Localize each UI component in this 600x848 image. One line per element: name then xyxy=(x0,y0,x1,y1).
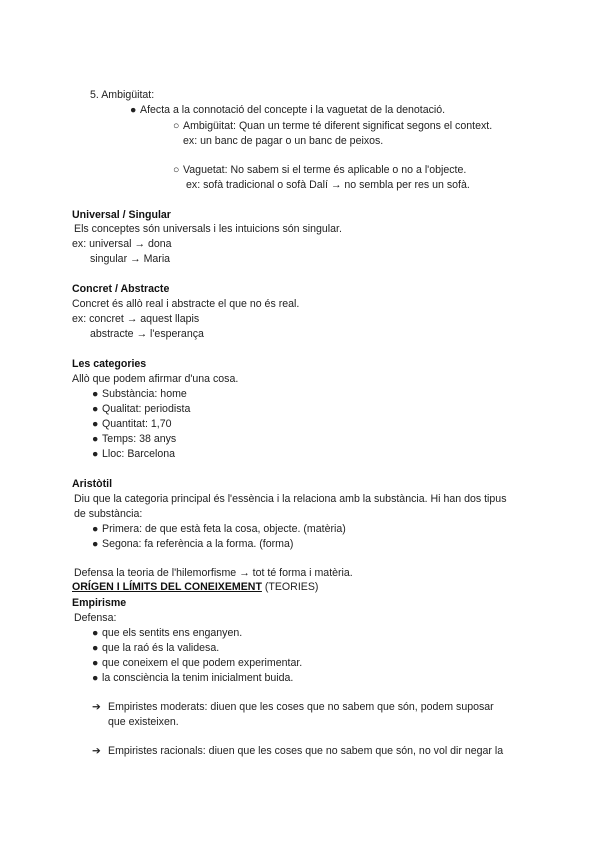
empirisme-defensa: Defensa: xyxy=(74,612,117,624)
concret-example-2: abstracte → l'esperança xyxy=(90,328,204,340)
list-item: ● Substància: home xyxy=(92,388,187,400)
list-item: ● Qualitat: periodista xyxy=(92,403,191,415)
bullet-dot-icon: ● xyxy=(92,523,99,535)
list-item: ● que la raó és la validesa. xyxy=(92,642,220,654)
bullet-connotacio xyxy=(130,104,445,117)
subbullet-text: Ambigüitat: Quan un terme té diferent significat segons el context. xyxy=(183,120,493,132)
categories-text: Allò que podem afirmar d'una cosa. xyxy=(72,373,239,385)
concret-text: Concret és allò real i abstracte el que no és real. xyxy=(72,298,300,310)
example-banc: ex: un banc de pagar o un banc de peixos. xyxy=(183,135,384,147)
bullet-dot-icon: ● xyxy=(92,433,99,445)
circle-bullet-icon: ○ xyxy=(173,164,180,176)
example-sofa: ex: sofà tradicional o sofà Dalí → no sembla per res un sofà. xyxy=(186,179,470,191)
bullet-dot-icon: ● xyxy=(92,403,99,415)
origen-title-suffix: (TEORIES) xyxy=(261,581,319,593)
bullet-text: Afecta a la connotació del concepte i la vaguetat de la denotació. xyxy=(140,104,446,116)
heading-empirisme: Empirisme xyxy=(72,597,127,609)
list-item: ● Temps: 38 anys xyxy=(92,433,177,445)
heading-universal-singular: Universal / Singular xyxy=(72,209,171,221)
arrow-item-moderats: ➔ Empiristes moderats: diuen que les coses que no sabem que són, podem suposar xyxy=(92,701,494,713)
universal-example-2: singular → Maria xyxy=(90,253,171,265)
aristotil-defensa: Defensa la teoria de l'hilemorfisme → tot té forma i matèria. xyxy=(74,567,353,579)
list-item: ● que els sentits ens enganyen. xyxy=(92,627,243,639)
arrow-item-racionals: ➔ Empiristes racionals: diuen que les coses que no sabem que són, no vol dir negar la xyxy=(92,745,504,757)
list-item: ● Primera: de que està feta la cosa, objecte. (matèria) xyxy=(92,523,346,535)
universal-text: Els conceptes són universals i les intuicions són singular. xyxy=(74,223,342,235)
bullet-dot-icon: ● xyxy=(92,418,99,430)
bullet-dot-icon: ● xyxy=(92,627,99,639)
circle-bullet-icon: ○ xyxy=(173,120,180,132)
list-item: ● la consciència la tenim inicialment buida. xyxy=(92,672,294,684)
bullet-dot-icon: ● xyxy=(92,448,99,460)
arrow-right-icon: ➔ xyxy=(92,745,101,757)
heading-concret-abstracte: Concret / Abstracte xyxy=(72,283,170,295)
subbullet-vaguetat xyxy=(173,164,466,177)
list-item: ● Lloc: Barcelona xyxy=(92,448,176,460)
list-item: ● Segona: fa referència a la forma. (forma) xyxy=(92,538,294,550)
heading-aristotil: Aristòtil xyxy=(72,478,113,490)
universal-example-1: ex: universal → dona xyxy=(72,238,172,250)
list-item-ambiguitat: 5. Ambigüitat: xyxy=(90,89,155,101)
bullet-dot-icon: ● xyxy=(92,642,99,654)
subbullet-text: Vaguetat: No sabem si el terme és aplicable o no a l'objecte. xyxy=(183,164,467,176)
arrow-item-moderats-cont: que existeixen. xyxy=(108,716,179,728)
section-title-origen xyxy=(72,581,318,594)
bullet-dot-icon: ● xyxy=(92,538,99,550)
list-item: ● Quantitat: 1,70 xyxy=(92,418,172,430)
bullet-dot-icon: ● xyxy=(92,657,99,669)
heading-categories: Les categories xyxy=(72,358,147,370)
aristotil-text-2: de substància: xyxy=(74,508,143,520)
arrow-right-icon: ➔ xyxy=(92,701,101,713)
bullet-dot-icon: ● xyxy=(130,104,137,116)
concret-example-1: ex: concret → aquest llapis xyxy=(72,313,200,325)
bullet-dot-icon: ● xyxy=(92,388,99,400)
bullet-dot-icon: ● xyxy=(92,672,99,684)
aristotil-text-1: Diu que la categoria principal és l'essència i la relaciona amb la substància. Hi han dos tipus xyxy=(74,493,507,505)
origen-title: ORÍGEN I LÍMITS DEL CONEIXEMENT xyxy=(72,581,262,593)
subbullet-ambiguitat xyxy=(173,120,492,133)
list-item: ● que coneixem el que podem experimentar. xyxy=(92,657,303,669)
